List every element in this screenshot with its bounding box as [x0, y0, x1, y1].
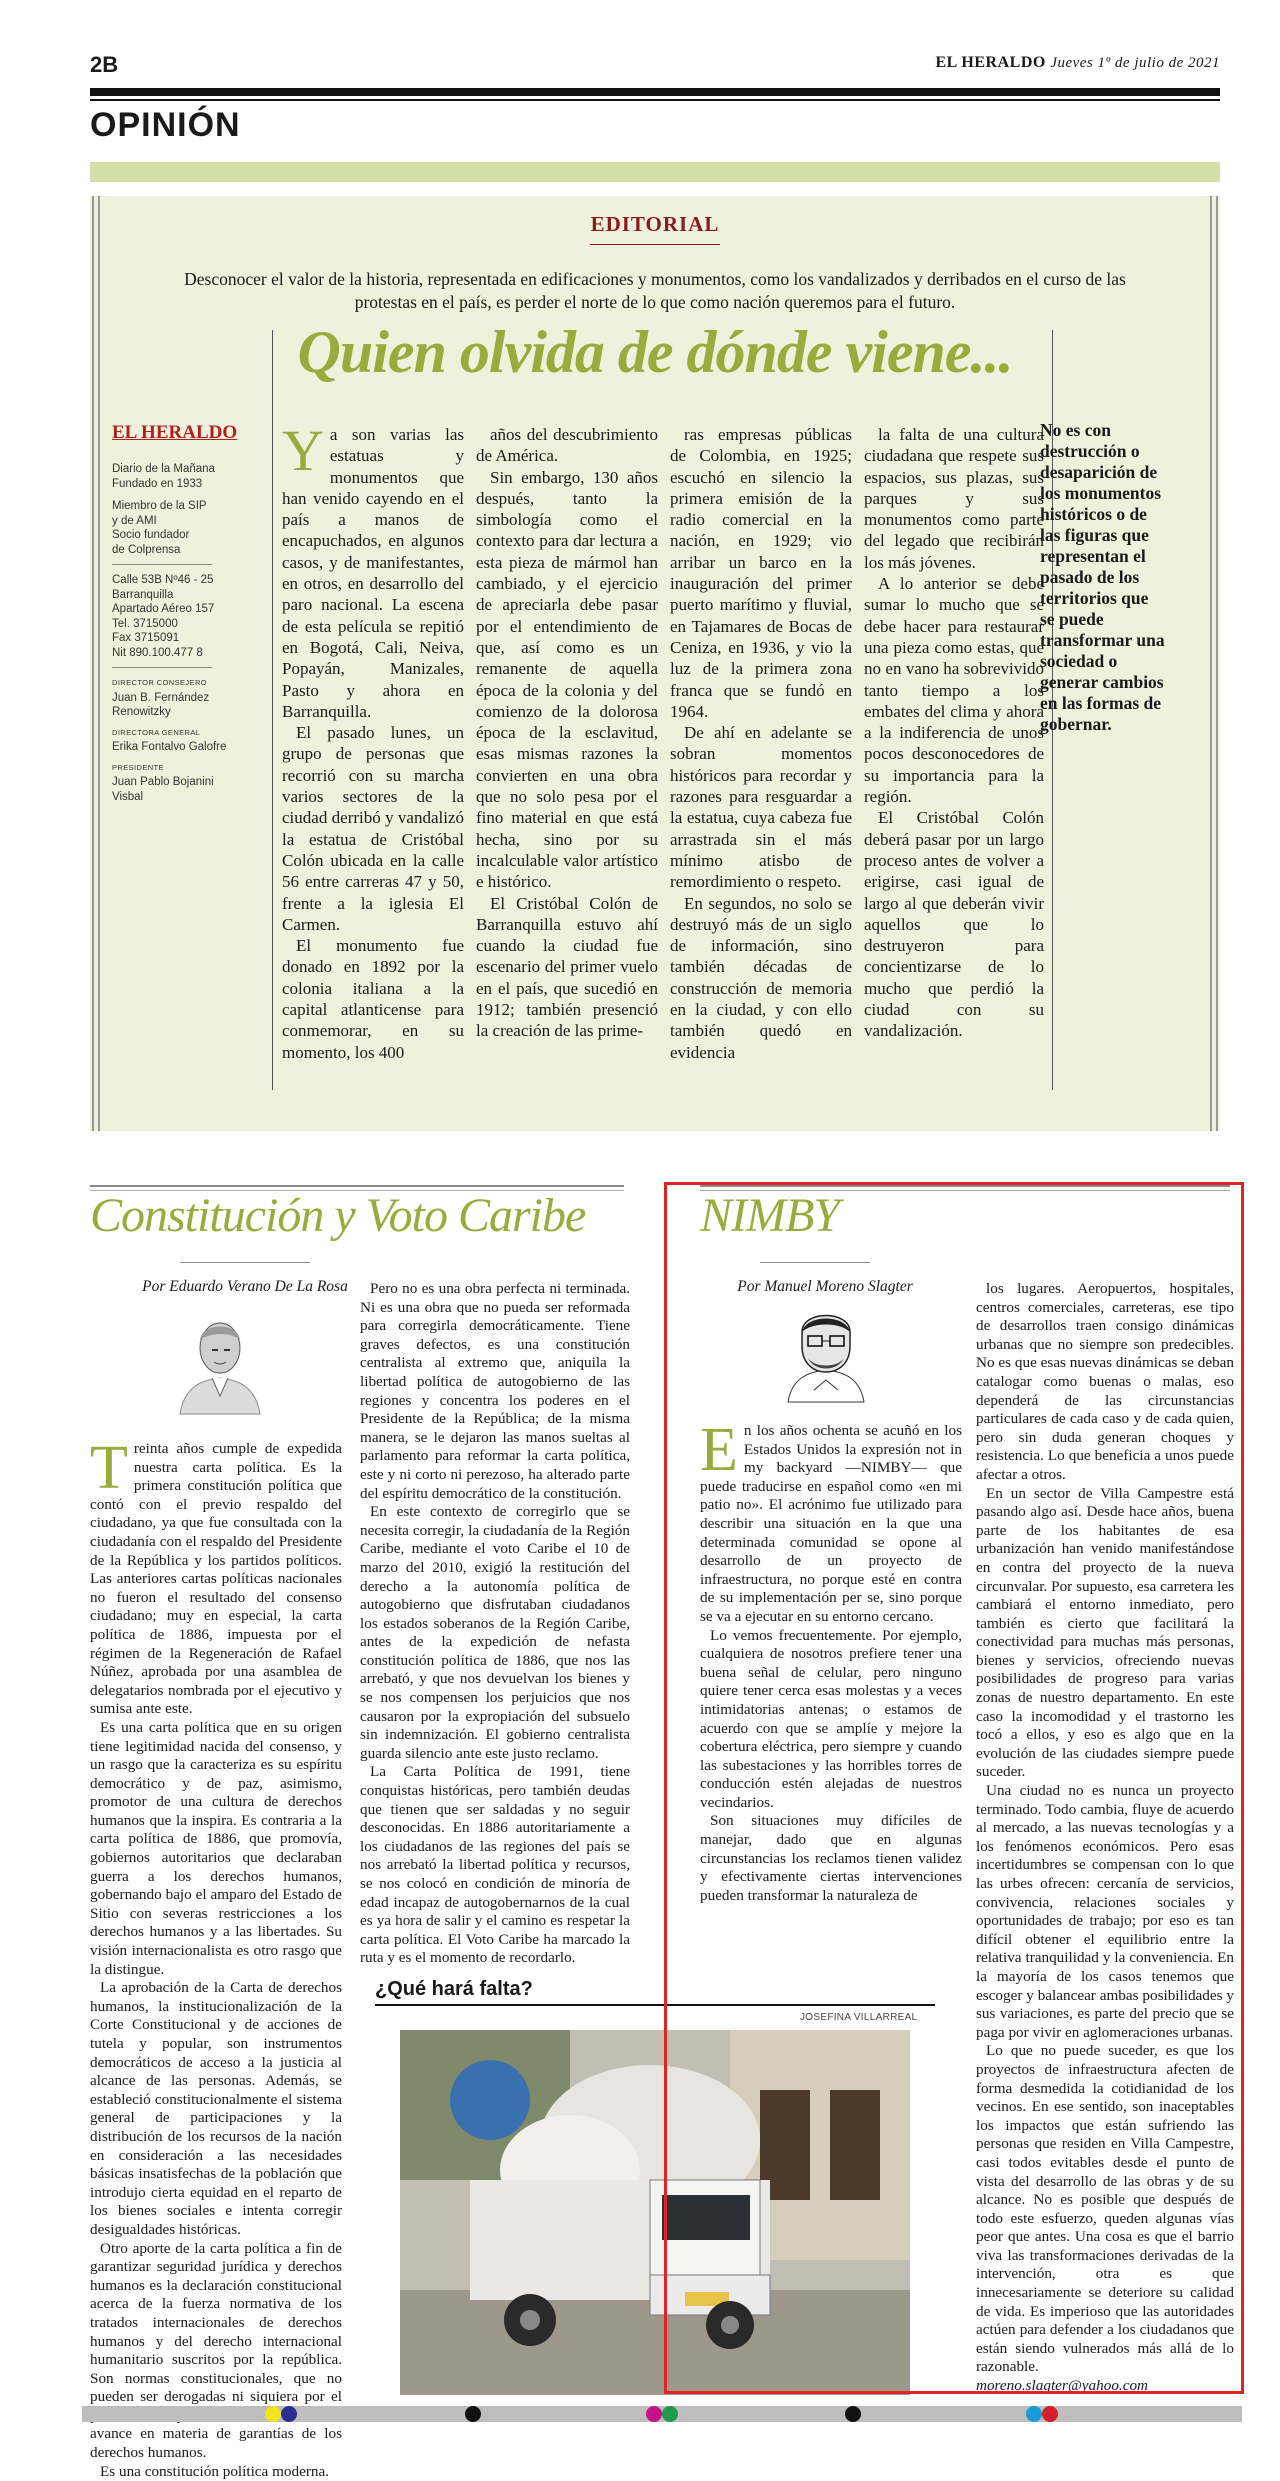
registration-dot [646, 2406, 662, 2422]
paragraph-text: En un sector de Villa Campestre está pasando algo así. Desde hace años, buena parte de los habitantes de esa urbanización han venido manifestándose en contra del proyecto de la nueva circunvalar. Por supuesto, esa carretera les cambiará el entorno inmediato, pero también es cierto que facilitará la conectividad para muchas más personas, bienes y servicios, ofreciendo nuevas posibilidades de progreso para varias zonas de nuestro departamento. En este caso la incomodidad y el trastorno les tocó a ellos, y eso es algo que en la evolución de las ciudades siempre puede suceder. [976, 1484, 1234, 1781]
paragraph-text: El Cristóbal Colón deberá pasar por un largo proceso antes de volver a erigirse, casi igual de largo al que deberán vivir aquellos que lo destruyeron para concientizarse de lo mucho que perdió la ciudad con su vandalización. [864, 808, 1044, 1041]
registration-dot [1026, 2406, 1042, 2422]
paragraph-text: Es una constitución política moderna. [100, 2462, 330, 2480]
section-title: OPINIÓN [90, 106, 241, 144]
paragraph-text: Son situaciones muy difíciles de manejar, dado que en algunas circunstancias los reclamos tienen validez y efectivamente ciertas intervenciones pueden transformar la naturaleza de [700, 1812, 962, 1904]
article-paragraph [282, 418, 464, 722]
pull-quote: No es con destrucción o desaparición de los monumentos históricos o de las figuras que representan el pasado de los territorios que se puede transformar una sociedad o generar cambios en las formas de gobernar. [1040, 420, 1165, 734]
paragraph-text: a son varias las estatuas y monumentos que han venido cayendo en el país a manos de encapuchados, en algunos casos, y de manifestantes, en otros, en desarrollo del paro nacional. La escena de esta película se repitió en Bogotá, Cali, Neiva, Popayán, Manizales, Pasto y ahora en Barranquilla. [282, 425, 464, 721]
editorial-column-3 [670, 424, 852, 1063]
staff-role: PRESIDENTE [112, 762, 164, 772]
article-paragraph [282, 722, 464, 935]
paragraph-text: ras empresas públicas de Colombia, en 1925; escuchó en silencio la primera emisión de la radio comercial en la nación, en 1929; vio arribar un barco en la inauguración del primer puerto marítimo y fluvial, en Tajamares de Bocas de Ceniza, en 1936, y vio la luz de la primera zona franca que se fundó en 1964. [670, 425, 852, 721]
staff-name: Erika Fontalvo Galofre [112, 741, 227, 753]
registration-dot [1042, 2406, 1058, 2422]
staff-line: de Colprensa [112, 543, 181, 556]
article-paragraph [864, 424, 1044, 573]
staff-address: Nit 890.100.477 8 [112, 646, 203, 659]
article-paragraph [476, 467, 658, 893]
article-paragraph [90, 1434, 342, 1719]
op1-headline: Constitución y Voto Caribe [90, 1189, 586, 1242]
staff-address: Barranquilla [112, 588, 174, 601]
op1-byline: Por Eduardo Verano De La Rosa [142, 1278, 348, 1295]
article-paragraph [90, 1719, 342, 1979]
staff-address: Tel. 3715000 [112, 617, 178, 630]
paragraph-text: reinta años cumple de expedida nuestra carta política. Es la primera constitución política que contó con el previo respaldo del ciudadano, ya que fue consultada con la ciudadanía con el respaldo del Presidente de la República y los partidos políticos. Las anteriores cartas políticas nacionales no fueron el resultado del consenso ciudadano; muy en especial, la carta política de 1886, impuesta por el régimen de la Regeneración de Rafael Núñez, aprobada por una asamblea de delegatarios nombrada por el ejecutivo y sumisa ante este. [90, 1440, 342, 1718]
section-accent-bar [90, 162, 1220, 182]
staff-address: Fax 3715091 [112, 632, 180, 644]
editorial-label-rule [590, 244, 720, 245]
header-rule-thin [90, 99, 1220, 101]
article-paragraph [360, 1503, 630, 1763]
article-paragraph [360, 1280, 630, 1503]
staff-divider [112, 667, 212, 668]
paragraph-text: El Cristóbal Colón de Barranquilla estuvo ahí cuando la ciudad fue escenario del primer vuelo en el país, que sucedió en 1912; también presenció la creación de las prime- [476, 893, 658, 1041]
paragraph-text: De ahí en adelante se sobran momentos históricos para recordar y razones para resguardar a la estatua, cuya cabeza fue arrastrada sin el más mínimo atisbo de remordimiento o respeto. [670, 723, 852, 892]
article-paragraph [670, 893, 852, 1063]
editorial-column-1 [282, 418, 464, 1063]
photo-title: ¿Qué hará falta? [375, 1978, 533, 2000]
staff-address: Calle 53B Nº46 - 25 [112, 574, 214, 586]
staff-line: Socio fundador [112, 529, 190, 541]
masthead [935, 54, 1220, 72]
paragraph-text: la falta de una cultura ciudadana que respete sus espacios, sus plazas, sus parques y sus monumentos como parte del legado que recibirán los más jóvenes. [864, 425, 1044, 572]
box-border-left [92, 196, 94, 1131]
paragraph-text: Pero no es una obra perfecta ni terminada. Ni es una obra que no pueda ser reformada para corregirla democráticamente. Tiene graves defectos, es una constitución centralista al extremo que, aniquila la libertad política de autogobierno de las regiones y concentra los poderes en el Presidente de la República; de la misma manera, se le dejaron las manos sueltas al parlamento para reformar la carta política, este y ni corto ni perezoso, ha alterado parte del espíritu democrático de la constitución. [360, 1280, 630, 1502]
paragraph-text: Otro aporte de la carta política a fin de garantizar seguridad jurídica y derechos humanos es la declaración constitucional acerca de la fuerza normativa de los tratados internacionales de derechos humanos y del derecho internacional humanitario suscritos por la república. Son normas constitucionales, que no pueden ser derogadas ni siquiera por el avance en materia de garantías de los derechos humanos. [90, 2239, 342, 2462]
paragraph-text: El monumento fue donado en 1892 por la colonia italiana a la capital atlanticense para conmemorar, en su momento, los 400 [282, 936, 464, 1062]
op1-column-1 [90, 1434, 342, 2481]
staff-line: Miembro de la SIP [112, 500, 207, 512]
registration-dot [662, 2406, 678, 2422]
op1-top-rule [90, 1185, 624, 1187]
staff-line: Diario de la Mañana [112, 463, 215, 475]
staff-address: Apartado Aéreo 157 [112, 603, 215, 615]
paragraph-text: La aprobación de la Carta de derechos humanos, la institucionalización de la Corte Constitucional y de acciones de tutela y popular, son instrumentos democráticos de acceso a la justicia al alcance de las personas. Además, se estableció constitucionalmente el sistema general de participaciones y la distribución de los recursos de la nación en consideración a las necesidades básicas insatisfechas de la población que introdujo cierta equidad en el reparto de los bienes sociales e intenta corregir desigualdades históricas. [90, 1979, 342, 2238]
article-paragraph [282, 935, 464, 1063]
op1-byline-rule [180, 1262, 310, 1263]
registration-dot [845, 2406, 861, 2422]
staff-line: y de AMI [112, 514, 157, 527]
editorial-column-2 [476, 424, 658, 1042]
editorial-column-4 [864, 424, 1044, 1042]
staff-name: Visbal [112, 790, 144, 803]
registration-dot [465, 2406, 481, 2422]
op2-headline: NIMBY [700, 1189, 839, 1242]
article-paragraph [864, 807, 1044, 1041]
box-border-right-inner [1210, 196, 1212, 1131]
staff-line: Fundado en 1933 [112, 477, 203, 490]
drop-cap: Y [282, 418, 324, 483]
masthead-name: EL HERALDO [935, 54, 1046, 71]
photo-credit: JOSEFINA VILLARREAL [800, 2012, 918, 2023]
staff-role: DIRECTOR CONSEJERO [112, 678, 207, 687]
paragraph-text: El pasado lunes, un grupo de personas que recorrió con su marcha varios sectores de la ciudad derribó y vandalizó la estatua de Cristóbal Colón ubicada en la calle 56 entre carreras 47 y 50, frente a la iglesia El Carmen. [282, 723, 464, 934]
paragraph-text: Lo vemos frecuentemente. Por ejemplo, cualquiera de nosotros prefiere tener una buena señal de celular, pero ninguno quiere tener cerca esas molestas y a veces intimidatorias antenas; o estamos de acuerdo con que se amplíe y mejore la cobertura eléctrica, pero siempre y cuando las subestaciones y las horribles torres de conducción estén alejadas de nuestros vecindarios. [700, 1626, 962, 1811]
editorial-label: EDITORIAL [590, 212, 720, 236]
registration-dot [281, 2406, 297, 2422]
paragraph-text: En este contexto de corregirlo que se necesita corregir, la ciudadanía de la Región Caribe, mediante el voto Caribe el 10 de marzo del 2010, exigió la restitución del derecho a la autonomía política de autogobierno que disfrutaban ciudadanos los estados soberanos de la Región Caribe, antes de la expedición de nefasta constitución política de 1886, que nos las arrebató, y que nos devuelvan los bienes y se nos compensen los perjuicios que nos causaron por la expropiación del subsuelo sin indemnización. El gobierno centralista guarda silencio ante este justo reclamo. [360, 1503, 630, 1762]
paragraph-text: Es una carta política que en su origen tiene legitimidad nacida del consenso, y un rasgo que la caracteriza es su espíritu democrático y de paz, asimismo, promotor de una cultura de derechos humanos que la inspira. Es contraria a la carta política de 1886, que promovía, gobiernos autoritarios que declaraban guerra a los derechos humanos, gobernando bajo el amparo del Estado de Sitio con severas restricciones a los derechos humanos y a las libertades. Su visión internacionalista es otro rasgo que la distingue. [90, 1718, 342, 1978]
article-paragraph [864, 573, 1044, 807]
article-paragraph [670, 722, 852, 892]
staff-divider [112, 564, 212, 565]
box-border-left-inner [98, 196, 100, 1131]
registration-dot [265, 2406, 281, 2422]
article-paragraph [670, 424, 852, 722]
article-paragraph [90, 2463, 342, 2481]
op2-byline: Por Manuel Moreno Slagter [737, 1278, 913, 1295]
author-photo-verano [170, 1304, 270, 1414]
staff-name: Juan B. Fernández [112, 691, 210, 704]
paragraph-text: En segundos, no solo se destruyó más de un siglo de información, sino también décadas de construcción de memoria en la ciudad, y con ello también quedó en evidencia [670, 893, 852, 1062]
highlight-box [664, 1182, 1244, 2394]
author-email: moreno.slagter@yahoo.com [976, 2377, 1149, 2395]
paragraph-text: A lo anterior se debe sumar lo mucho que se debe hacer para restaurar una pieza como estas, que no en vano ha sobrevivido tanto tiempo a los embates del clima y ahora a la indiferencia de unos pocos desconocedores de su importancia para la región. [864, 574, 1044, 807]
staff-name: Renowitzky [112, 706, 171, 718]
paragraph-text: La Carta Política de 1991, tiene conquistas históricas, pero también deudas que tienen que ser saldadas y no seguir desconocidas. En 1886 autoritariamente a los ciudadanos de las regiones del país se nos arrebató la libertad política y recursos, se nos colocó en condición de minoría de edad incapaz de autogobernarnos de la cual es ya hora de salir y el camino es respetar la carta política. El Voto Caribe ha marcado la ruta y es el momento de recordarlo. [360, 1763, 630, 1967]
page-number: 2B [90, 52, 119, 77]
header-rule [90, 88, 1220, 96]
paragraph-text: Lo que no puede suceder, es que los proyectos de infraestructura afecten de forma desmedida la cotidianidad de los vecinos. En ese sentido, son inaceptables los impactos que están sufriendo las personas que residen en Villa Campestre, casi todos evitables desde el punto de vista del desarrollo de las obras y de su alcance. No es posible que después de todo este esfuerzo, queden algunas vías peor que antes. Una cosa es que el barrio viva las transformaciones derivadas de la intervención, otra es que innecesariamente se deteriore su calidad de vida. Es imperioso que las autoridades actúen para defender a los ciudadanos que están siendo vulnerados más allá de lo razonable. [976, 2042, 1234, 2376]
article-paragraph [476, 424, 658, 467]
op1-column-2 [360, 1280, 630, 1968]
drop-cap: T [90, 1434, 128, 1502]
editorial-deck: Desconocer el valor de la historia, representada en edificaciones y monumentos, como los vandalizados y derribados en el curso de las protestas en el país, es perder el norte de lo que como nación queremos para el futuro. [184, 269, 1126, 312]
staff-logo: EL HERALDO [112, 422, 238, 443]
paragraph-text: los lugares. Aeropuertos, hospitales, centros comerciales, carreteras, ese tipo de desarrollos traen consigo dinámicas urbanas que no siempre son predecibles. No es que esas nuevas dinámicas se deban catalogar como buenas o malas, eso dependerá de las circunstancias particulares de cada caso y de cada quien, pero sin duda generan choques y resistencia. Lo que beneficia a unos puede afectar a otros. [976, 1280, 1234, 1483]
staff-name: Juan Pablo Bojanini [112, 776, 214, 788]
staff-role: DIRECTORA GENERAL [112, 727, 201, 737]
paragraph-text: años del descubrimiento de América. [476, 425, 658, 466]
article-paragraph [476, 893, 658, 1042]
article-paragraph [90, 1979, 342, 2239]
staff-box [112, 462, 267, 804]
paragraph-text: n los años ochenta se acuñó en los Estados Unidos la expresión not in my backyard —NIMBY— que puede traducirse en español como «en mi patio no». El acrónimo fue utilizado para describir una situación en la que una determinada comunidad se opone al desarrollo de un proyecto de infraestructura, no porque esté en contra de su implementación per se, sino porque se va a ejecutar en su entorno cercano. [700, 1422, 962, 1625]
box-border-right [1216, 196, 1218, 1131]
column-rule [272, 330, 273, 1090]
issue-date: Jueves 1º de julio de 2021 [1050, 55, 1220, 71]
article-paragraph [360, 1763, 630, 1968]
editorial-headline: Quien olvida de dónde viene... [297, 319, 1013, 385]
article-paragraph [90, 2240, 342, 2463]
paragraph-text: Una ciudad no es nunca un proyecto terminado. Todo cambia, fluye de acuerdo al mercado, a las nuevas tecnologías y a los fenómenos económicos. Pero esas incertidumbres se compensan con lo que las urbes ofrecen: cercanía de servicios, convivencia, relaciones sociales y oportunidades de trabajo; por eso es tan difícil obtener el equilibrio entre la relativa tranquilidad y la conveniencia. En la mayoría de los casos tenemos que escoger y balancear ambas posibilidades y sus variaciones, es parte del precio que se paga por vivir en aglomeraciones urbanas. [976, 1782, 1234, 2041]
paragraph-text: Sin embargo, 130 años después, tanto la simbología como el contexto para dar lectura a esta pieza de mármol han cambiado, y el ejercicio de apreciarla debe pasar por el entendimiento de que, así como es un remanente de aquella época de la colonia y del comienzo de la dolorosa época de la esclavitud, esas mismas razones la convierten en una obra que no solo pesa por el fino material en que está hecha, sino por su incalculable valor artístico e histórico. [476, 467, 658, 892]
drop-cap: E [700, 1416, 738, 1484]
